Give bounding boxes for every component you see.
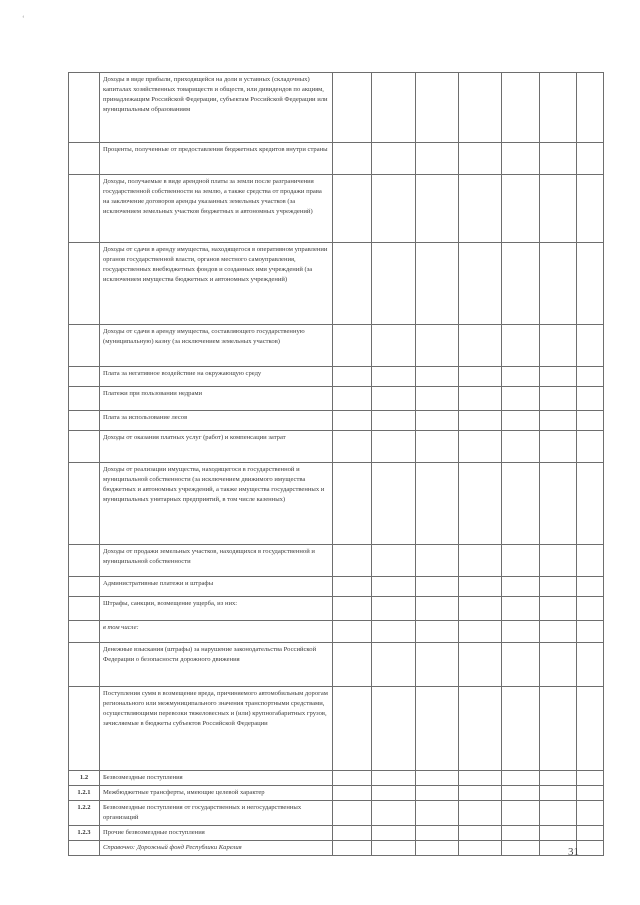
value-cell — [372, 841, 416, 856]
row-name: Платежи при пользовании недрами — [100, 387, 333, 411]
row-name: Доходы, получаемые в виде арендной платы за земли после разграничения государственной собственности на землю, а также средства от продажи права на заключение договоров аренды указанных земельных участков (за исключением земельных участков бюджетных и автономных учреждений) — [100, 175, 333, 243]
row-number — [69, 243, 100, 325]
table-row — [69, 826, 604, 841]
row-name: Поступления сумм в возмещение вреда, причиняемого автомобильным дорогам регионального или межмуниципального значения транспортными средствами, осуществляющими перевозки тяжеловесных и (или) крупногабаритных грузов, зачисляемые в бюджеты субъектов Российской Федерации — [100, 687, 333, 771]
row-number — [69, 175, 100, 243]
value-cell — [540, 243, 577, 325]
value-cell — [459, 387, 502, 411]
value-cell — [459, 786, 502, 801]
value-cell — [459, 771, 502, 786]
value-cell — [502, 463, 540, 545]
value-cell — [416, 621, 459, 643]
row-number — [69, 545, 100, 577]
value-cell — [502, 431, 540, 463]
value-cell — [459, 73, 502, 143]
row-number — [69, 431, 100, 463]
value-cell — [459, 431, 502, 463]
value-cell — [416, 597, 459, 621]
value-cell — [416, 143, 459, 175]
value-cell — [416, 325, 459, 367]
row-number: 1.2.2 — [69, 801, 100, 826]
value-cell — [459, 243, 502, 325]
table-row — [69, 431, 604, 463]
table-row — [69, 175, 604, 243]
value-cell — [459, 545, 502, 577]
value-cell — [333, 826, 372, 841]
value-cell — [333, 545, 372, 577]
value-cell — [333, 786, 372, 801]
row-number — [69, 577, 100, 597]
value-cell — [502, 687, 540, 771]
value-cell — [577, 243, 604, 325]
table-row — [69, 841, 604, 856]
value-cell — [416, 826, 459, 841]
value-cell — [333, 577, 372, 597]
value-cell — [502, 73, 540, 143]
value-cell — [416, 243, 459, 325]
row-name: Доходы от продажи земельных участков, находящихся в государственной и муниципальной собственности — [100, 545, 333, 577]
value-cell — [372, 771, 416, 786]
value-cell — [577, 367, 604, 387]
value-cell — [333, 367, 372, 387]
row-name: Безвозмездные поступления — [100, 771, 333, 786]
row-number — [69, 73, 100, 143]
table-row — [69, 801, 604, 826]
value-cell — [372, 387, 416, 411]
row-name: Доходы в виде прибыли, приходящейся на доли в уставных (складочных) капиталах хозяйственных товариществ и обществ, или дивидендов по акциям, принадлежащим Российской Федерации, субъектам Российской Федерации или муниципальным образованиям — [100, 73, 333, 143]
row-name: Справочно: Дорожный фонд Республики Карелия — [100, 841, 333, 856]
value-cell — [502, 597, 540, 621]
row-number — [69, 687, 100, 771]
value-cell — [540, 463, 577, 545]
row-number — [69, 597, 100, 621]
row-name: Прочие безвозмездные поступления — [100, 826, 333, 841]
value-cell — [502, 786, 540, 801]
row-number — [69, 367, 100, 387]
value-cell — [540, 801, 577, 826]
value-cell — [372, 577, 416, 597]
value-cell — [540, 411, 577, 431]
value-cell — [540, 643, 577, 687]
value-cell — [502, 771, 540, 786]
value-cell — [333, 621, 372, 643]
value-cell — [502, 367, 540, 387]
value-cell — [577, 325, 604, 367]
row-name: Плата за использование лесов — [100, 411, 333, 431]
value-cell — [577, 771, 604, 786]
value-cell — [333, 387, 372, 411]
value-cell — [333, 411, 372, 431]
value-cell — [333, 463, 372, 545]
value-cell — [540, 786, 577, 801]
value-cell — [372, 463, 416, 545]
value-cell — [416, 771, 459, 786]
row-name: Доходы от реализации имущества, находящегося в государственной и муниципальной собственности (за исключением движимого имущества бюджетных и автономных учреждений, а также имущества государственных и муниципальных унитарных предприятий, в том числе казенных) — [100, 463, 333, 545]
value-cell — [502, 325, 540, 367]
value-cell — [577, 841, 604, 856]
table-row — [69, 545, 604, 577]
row-name: Проценты, полученные от предоставления бюджетных кредитов внутри страны — [100, 143, 333, 175]
row-name: Плата за негативное воздействие на окружающую среду — [100, 367, 333, 387]
value-cell — [502, 545, 540, 577]
value-cell — [333, 143, 372, 175]
value-cell — [333, 643, 372, 687]
value-cell — [333, 325, 372, 367]
value-cell — [372, 597, 416, 621]
row-name: Безвозмездные поступления от государственных и негосударственных организаций — [100, 801, 333, 826]
value-cell — [333, 243, 372, 325]
corner-mark: ‘ — [22, 14, 25, 23]
value-cell — [459, 801, 502, 826]
value-cell — [416, 175, 459, 243]
value-cell — [540, 143, 577, 175]
value-cell — [540, 621, 577, 643]
value-cell — [459, 463, 502, 545]
value-cell — [333, 801, 372, 826]
row-name: Штрафы, санкции, возмещение ущерба, из них: — [100, 597, 333, 621]
value-cell — [333, 597, 372, 621]
table-row — [69, 643, 604, 687]
value-cell — [372, 367, 416, 387]
value-cell — [416, 545, 459, 577]
value-cell — [540, 545, 577, 577]
value-cell — [459, 143, 502, 175]
value-cell — [459, 643, 502, 687]
row-number — [69, 621, 100, 643]
value-cell — [372, 801, 416, 826]
revenue-table — [68, 72, 604, 856]
value-cell — [416, 463, 459, 545]
value-cell — [416, 687, 459, 771]
table-row — [69, 387, 604, 411]
row-number: 1.2.1 — [69, 786, 100, 801]
table-row — [69, 325, 604, 367]
value-cell — [333, 687, 372, 771]
row-name: Административные платежи и штрафы — [100, 577, 333, 597]
row-number: 1.2 — [69, 771, 100, 786]
value-cell — [502, 841, 540, 856]
value-cell — [540, 826, 577, 841]
value-cell — [459, 621, 502, 643]
value-cell — [416, 786, 459, 801]
value-cell — [416, 411, 459, 431]
value-cell — [459, 577, 502, 597]
value-cell — [459, 687, 502, 771]
row-name: Межбюджетные трансферты, имеющие целевой характер — [100, 786, 333, 801]
value-cell — [372, 325, 416, 367]
value-cell — [577, 597, 604, 621]
table-row — [69, 463, 604, 545]
value-cell — [540, 367, 577, 387]
value-cell — [372, 687, 416, 771]
value-cell — [502, 643, 540, 687]
value-cell — [540, 73, 577, 143]
value-cell — [416, 367, 459, 387]
value-cell — [577, 577, 604, 597]
value-cell — [416, 387, 459, 411]
value-cell — [577, 431, 604, 463]
value-cell — [577, 621, 604, 643]
value-cell — [416, 643, 459, 687]
value-cell — [459, 367, 502, 387]
value-cell — [540, 175, 577, 243]
value-cell — [577, 387, 604, 411]
value-cell — [577, 73, 604, 143]
value-cell — [540, 771, 577, 786]
table-row — [69, 73, 604, 143]
value-cell — [333, 431, 372, 463]
value-cell — [372, 786, 416, 801]
value-cell — [577, 826, 604, 841]
value-cell — [502, 387, 540, 411]
row-number — [69, 411, 100, 431]
value-cell — [502, 801, 540, 826]
value-cell — [502, 621, 540, 643]
table-row — [69, 367, 604, 387]
table-row — [69, 577, 604, 597]
value-cell — [372, 431, 416, 463]
value-cell — [577, 643, 604, 687]
value-cell — [502, 175, 540, 243]
row-number — [69, 463, 100, 545]
value-cell — [577, 463, 604, 545]
value-cell — [502, 411, 540, 431]
value-cell — [333, 73, 372, 143]
value-cell — [577, 175, 604, 243]
value-cell — [333, 175, 372, 243]
row-name: в том числе: — [100, 621, 333, 643]
value-cell — [540, 577, 577, 597]
row-name: Доходы от сдачи в аренду имущества, составляющего государственную (муниципальную) казну (за исключением земельных участков) — [100, 325, 333, 367]
value-cell — [577, 786, 604, 801]
value-cell — [577, 411, 604, 431]
value-cell — [502, 577, 540, 597]
row-number — [69, 325, 100, 367]
value-cell — [459, 411, 502, 431]
table-row — [69, 687, 604, 771]
value-cell — [502, 143, 540, 175]
value-cell — [416, 841, 459, 856]
table-row — [69, 243, 604, 325]
table-row — [69, 143, 604, 175]
row-number — [69, 143, 100, 175]
row-number — [69, 643, 100, 687]
table-row — [69, 597, 604, 621]
value-cell — [372, 175, 416, 243]
table-row — [69, 771, 604, 786]
value-cell — [372, 73, 416, 143]
value-cell — [333, 841, 372, 856]
row-number — [69, 841, 100, 856]
value-cell — [372, 143, 416, 175]
value-cell — [540, 597, 577, 621]
value-cell — [416, 577, 459, 597]
value-cell — [372, 826, 416, 841]
row-number: 1.2.3 — [69, 826, 100, 841]
page-number: 31 — [568, 846, 579, 858]
value-cell — [577, 545, 604, 577]
value-cell — [372, 545, 416, 577]
value-cell — [540, 387, 577, 411]
value-cell — [459, 175, 502, 243]
value-cell — [333, 771, 372, 786]
value-cell — [540, 325, 577, 367]
table-row — [69, 411, 604, 431]
value-cell — [540, 431, 577, 463]
value-cell — [416, 801, 459, 826]
table-row — [69, 786, 604, 801]
row-name: Денежные взыскания (штрафы) за нарушение законодательства Российской Федерации о безопасности дорожного движения — [100, 643, 333, 687]
value-cell — [416, 73, 459, 143]
value-cell — [577, 801, 604, 826]
value-cell — [502, 826, 540, 841]
row-name: Доходы от сдачи в аренду имущества, находящегося в оперативном управлении органов государственной власти, органов местного самоуправления, государственных внебюджетных фондов и созданных ими учреждений (за исключением имущества бюджетных и автономных учреждений) — [100, 243, 333, 325]
row-number — [69, 387, 100, 411]
table-row — [69, 621, 604, 643]
row-name: Доходы от оказания платных услуг (работ) и компенсации затрат — [100, 431, 333, 463]
value-cell — [416, 431, 459, 463]
value-cell — [372, 243, 416, 325]
value-cell — [372, 621, 416, 643]
value-cell — [372, 643, 416, 687]
value-cell — [372, 411, 416, 431]
value-cell — [459, 597, 502, 621]
value-cell — [459, 841, 502, 856]
value-cell — [502, 243, 540, 325]
value-cell — [577, 143, 604, 175]
value-cell — [459, 826, 502, 841]
value-cell — [577, 687, 604, 771]
value-cell — [540, 687, 577, 771]
value-cell — [459, 325, 502, 367]
